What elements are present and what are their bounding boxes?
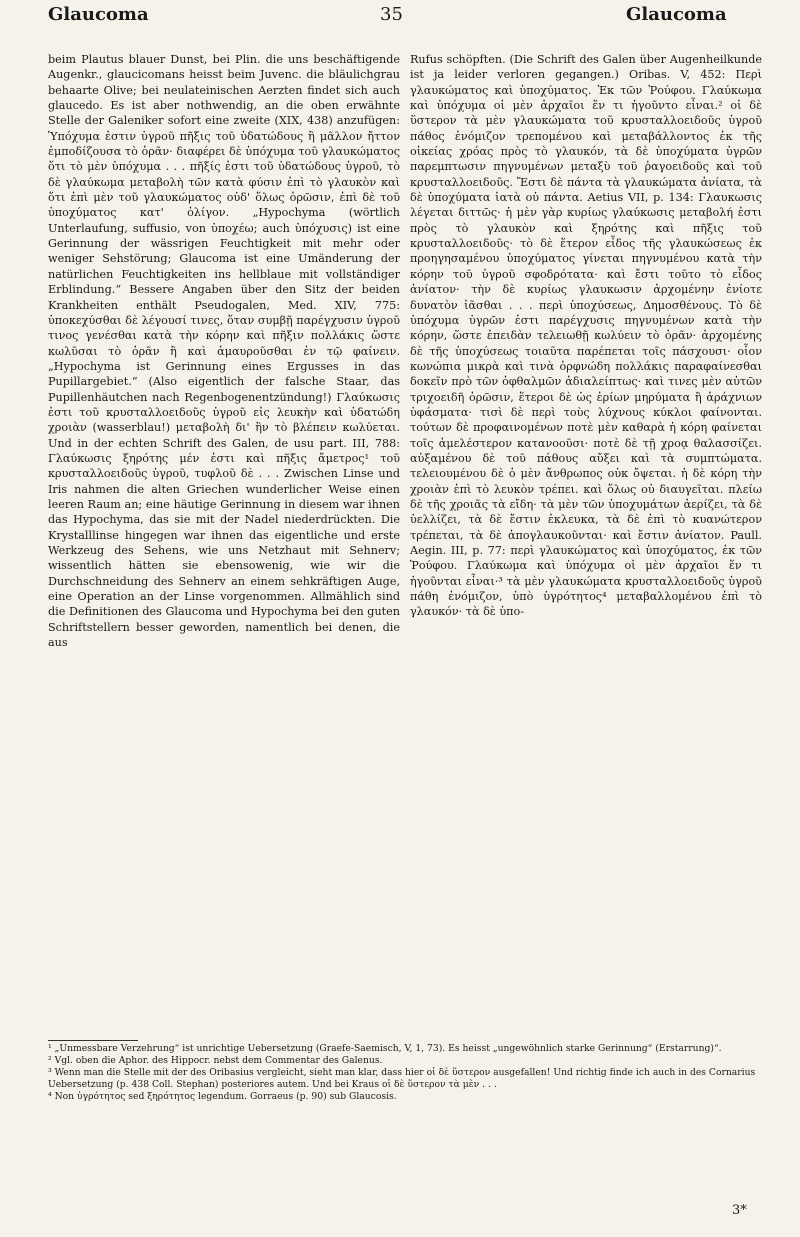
footnote-rule xyxy=(48,1040,138,1041)
running-header xyxy=(0,4,800,30)
signature-mark: 3* xyxy=(732,1203,747,1218)
header-right-title: Glaucoma xyxy=(626,4,727,25)
right-column xyxy=(410,52,762,620)
page-number: 35 xyxy=(380,4,403,25)
right-column-text: Rufus schöpften. (Die Schrift des Galen über Augenheilkunde ist ja leider verloren gegangen.) Oribas. V, 452: Περὶ γλαυκώματος καὶ ὑποχύματος. Ἐκ τῶν Ῥούφου. Γλαύκωμα καὶ ὑπόχυμα οἱ μὲν ἀρχαῖοι ἕν τι ἡγοῦντο εἶναι.² οἱ δὲ ὕστερον τὰ μὲν γλαυκώματα τοῦ κρυσταλλοειδοῦς ὑγροῦ πάθος ἐνόμιζον τρεπομένου καὶ μεταβάλλοντος ἐκ τῆς οἰκείας χρόας πρὸς τὸ γλαυκόν, τὰ δὲ ὑποχύματα ὑγρῶν παρεμπτωσιν πηγνυμένων μεταξὺ τοῦ ῥαγοειδοῦς καὶ τοῦ κρυσταλλοειδοῦς. Ἔστι δὲ πάντα τὰ γλαυκώματα ἀνίατα, τὰ δὲ ὑποχύματα ἰατὰ οὐ πάντα. Aetius VII, p. 134: Γλαυκωσις λέγεται διττῶς· ἡ μὲν γὰρ κυρίως γλαύκωσις μεταβολή ἐστι πρὸς τὸ γλαυκὸν καὶ ξηρότης καὶ πῆξις τοῦ κρυσταλλοειδοῦς· τὸ δὲ ἕτερον εἶδος τῆς γλαυκώσεως ἐκ προηγησαμένου ὑποχύματος γίνεται πηγνυμένου κατὰ τὴν κόρην τοῦ ὑγροῦ σφοδρότατα· καὶ ἔστι τοῦτο τὸ εἶδος ἀνίατον· τὴν δὲ κυρίως γλαυκωσιν ἀρχομένην ἐνίοτε δυνατὸν ἰᾶσθαι . . . περὶ ὑποχύσεως, Δημοσθένους. Τὸ δὲ ὑπόχυμα ὑγρῶν ἐστι παρέγχυσις πηγνυμένων κατὰ τὴν κόρην, ὥστε ἐπειδὰν τελειωθῇ κωλύειν τὸ ὁρᾶν· ἀρχομένης δὲ τῆς ὑποχύσεως τοιαῦτα παρέπεται τοῖς πάσχουσι· οἷον κωνώπια μικρὰ καὶ τινὰ ὀρφνώδη πολλάκις παραφαίνεσθαι δοκεῖν πρὸ τῶν ὀφθαλμῶν ἀδιαλείπτως· καὶ τινες μὲν αὐτῶν τριχοειδῆ ὁρῶσιν, ἕτεροι δὲ ὡς ἐρίων μηρύματα ἢ ἀράχνιων ὑφάσματα· τισὶ δὲ περὶ τοὺς λύχνους κύκλοι φαίνονται. τούτων δὲ προφαινομένων ποτὲ μὲν καθαρὰ ἡ κόρη φαίνεται τοῖς ἀμελέστερον κατανοοῦσι· ποτὲ δὲ τῇ χροᾳ θαλασσίζει. αὐξαμένου δὲ τοῦ πάθους αὔξει καὶ τὰ συμπτώματα. τελειουμένου δὲ ὁ μὲν ἄνθρωπος οὐκ ὄψεται. ἡ δὲ κόρη τὴν χροιὰν ἐπὶ τὸ λευκὸν τρέπει. καὶ ὅλως οὐ διαυγεῖται. πλείω δὲ τῆς χροιᾶς τὰ εἴδη· τὰ μὲν τῶν ὑποχυμάτων ἀερίζει, τὰ δὲ ὑελλίζει, τὰ δὲ ἔστιν ἐκλευκα, τὰ δὲ ἐπὶ τὸ κυανώτερον τρέπεται, τὰ δὲ ἀπογλαυκοῦνται· καὶ ἔστιν ἀνίατον. Paull. Aegin. III, p. 77: περὶ γλαυκώματος καὶ ὑποχύματος, ἐκ τῶν Ῥούφου. Γλαύκωμα καὶ ὑπόχυμα οἱ μὲν ἀρχαῖοι ἕν τι ἡγοῦνται εἶναι·³ τὰ μὲν γλαυκώματα κρυσταλλοειδοῦς ὑγροῦ πάθη ἐνόμιζον, ὑπὸ ὑγρότητος⁴ μεταβαλλομένου ἐπὶ τὸ γλαυκόν· τὰ δὲ ὑπο- xyxy=(410,53,762,619)
header-left-title: Glaucoma xyxy=(48,4,149,25)
footnote-2: ² Vgl. oben die Aphor. des Hippocr. nebst dem Commentar des Galenus. xyxy=(48,1055,383,1066)
left-column-text: beim Plautus blauer Dunst, bei Plin. die uns beschäftigende Augenkr., glaucicomans heisst beim Juvenc. die bläulichgrau behaarte Olive; bei neulateinischen Aerzten findet sich auch glaucedo. Es ist aber nothwendig, an die oben erwähnte Stelle der Galeniker sofort eine zweite (XIX, 438) anzufügen: Ὑπόχυμα ἐστιν ὑγροῦ πῆξις τοῦ ὑδατώδους ἢ μᾶλλον ἤττον ἐμποδίζουσα τὸ ὁρᾶν· διαφέρει δὲ ὑπόχυμα τοῦ γλαυκώματος ὅτι τὸ μὲν ὑπόχυμα . . . πῆξίς ἐστι τοῦ ὑδατώδους ὑγροῦ, τὸ δὲ γλαύκωμα μεταβολὴ τῶν κατὰ φύσιν ἐπὶ τὸ γλαυκὸν καὶ ὅτι ἐπὶ μὲν τοῦ γλαυκώματος οὐδ' ὅλως ὁρῶσιν, ἐπὶ δὲ τοῦ ὑποχύματος κατ' ὀλίγον. „Hypochyma (wörtlich Unterlaufung, suffusio, von ὑποχέω; auch ὑπόχυσις) ist eine Gerinnung der wässrigen Feuchtigkeit mit mehr oder weniger Sehstörung; Glaucoma ist eine Umänderung der natürlichen Feuchtigkeiten ins hellblaue mit vollständiger Erblindung.“ Bessere Angaben über den Sitz der beiden Krankheiten enthält Pseudogalen, Med. XIV, 775: ὑποκεχύσθαι δὲ λέγουσί τινες, ὅταν συμβῇ παρέγχυσιν ὑγροῦ τινος γενέσθαι κατὰ τὴν κόρην καὶ πῆξιν πολλάκις ὥστε κωλῦσαι τὸ ὁρᾶν ἢ καὶ ἀμαυροῦσθαι ἐν τῷ φαίνειν. „Hypochyma ist Gerinnung eines Ergusses in das Pupillargebiet.“ (Also eigentlich der falsche Staar, das Pupillenhäutchen nach Regenbogenentzündung!) Γλαύκωσις ἐστι τοῦ κρυσταλλοειδοῦς ὑγροῦ εἰς λευκὴν καὶ ὑδατώδη χροιὰν (wasserblau!) μεταβολὴ δι' ἣν τὸ βλέπειν κωλύεται. Und in der echten Schrift des Galen, de usu part. III, 788: Γλαύκωσις ξηρότης μέν ἐστι καὶ πῆξις ἄμετρος¹ τοῦ κρυσταλλοειδοῦς ὑγροῦ, τυφλοῦ δὲ . . . Zwischen Linse und Iris nahmen die alten Griechen wunderlicher Weise einen leeren Raum an; eine häutige Gerinnung in diesem war ihnen das Hypochyma, das sie mit der Nadel niederdrückten. Die Krystalllinse hingegen war ihnen das eigentliche und erste Werkzeug des Sehens, wie uns Netzhaut mit Sehnerv; wissentlich hätten sie ebensowenig, wie wir die Durchschneidung des Sehnerv an einem sehkräftigen Auge, eine Operation an der Linse vorgenommen. Allmählich sind die Definitionen des Glaucoma und Hypochyma bei den guten Schriftstellern besser geworden, namentlich bei denen, die aus xyxy=(48,53,400,650)
footnote-1: ¹ „Unmessbare Verzehrung“ ist unrichtige Uebersetzung (Graefe-Saemisch, V, 1, 73). Es heisst „ungewöhnlich starke Gerinnung“ (Erstarrung)“. xyxy=(48,1043,722,1054)
footnote-3: ³ Wenn man die Stelle mit der des Oribasius vergleicht, sieht man klar, dass hier οἱ δὲ ὕστερον ausgefallen! Und richtig finde ich auch in des Cornarius Uebersetzung (p. 438 Coll. Stephan) posteriores autem. Und bei Kraus οἱ δὲ ὕστερον τὰ μὲν . . . xyxy=(48,1067,756,1090)
footnotes xyxy=(48,1043,762,1103)
left-column xyxy=(48,52,400,650)
footnote-4: ⁴ Non ὑγρότητος sed ξηρότητος legendum. Gorraeus (p. 90) sub Glaucosis. xyxy=(48,1091,397,1102)
